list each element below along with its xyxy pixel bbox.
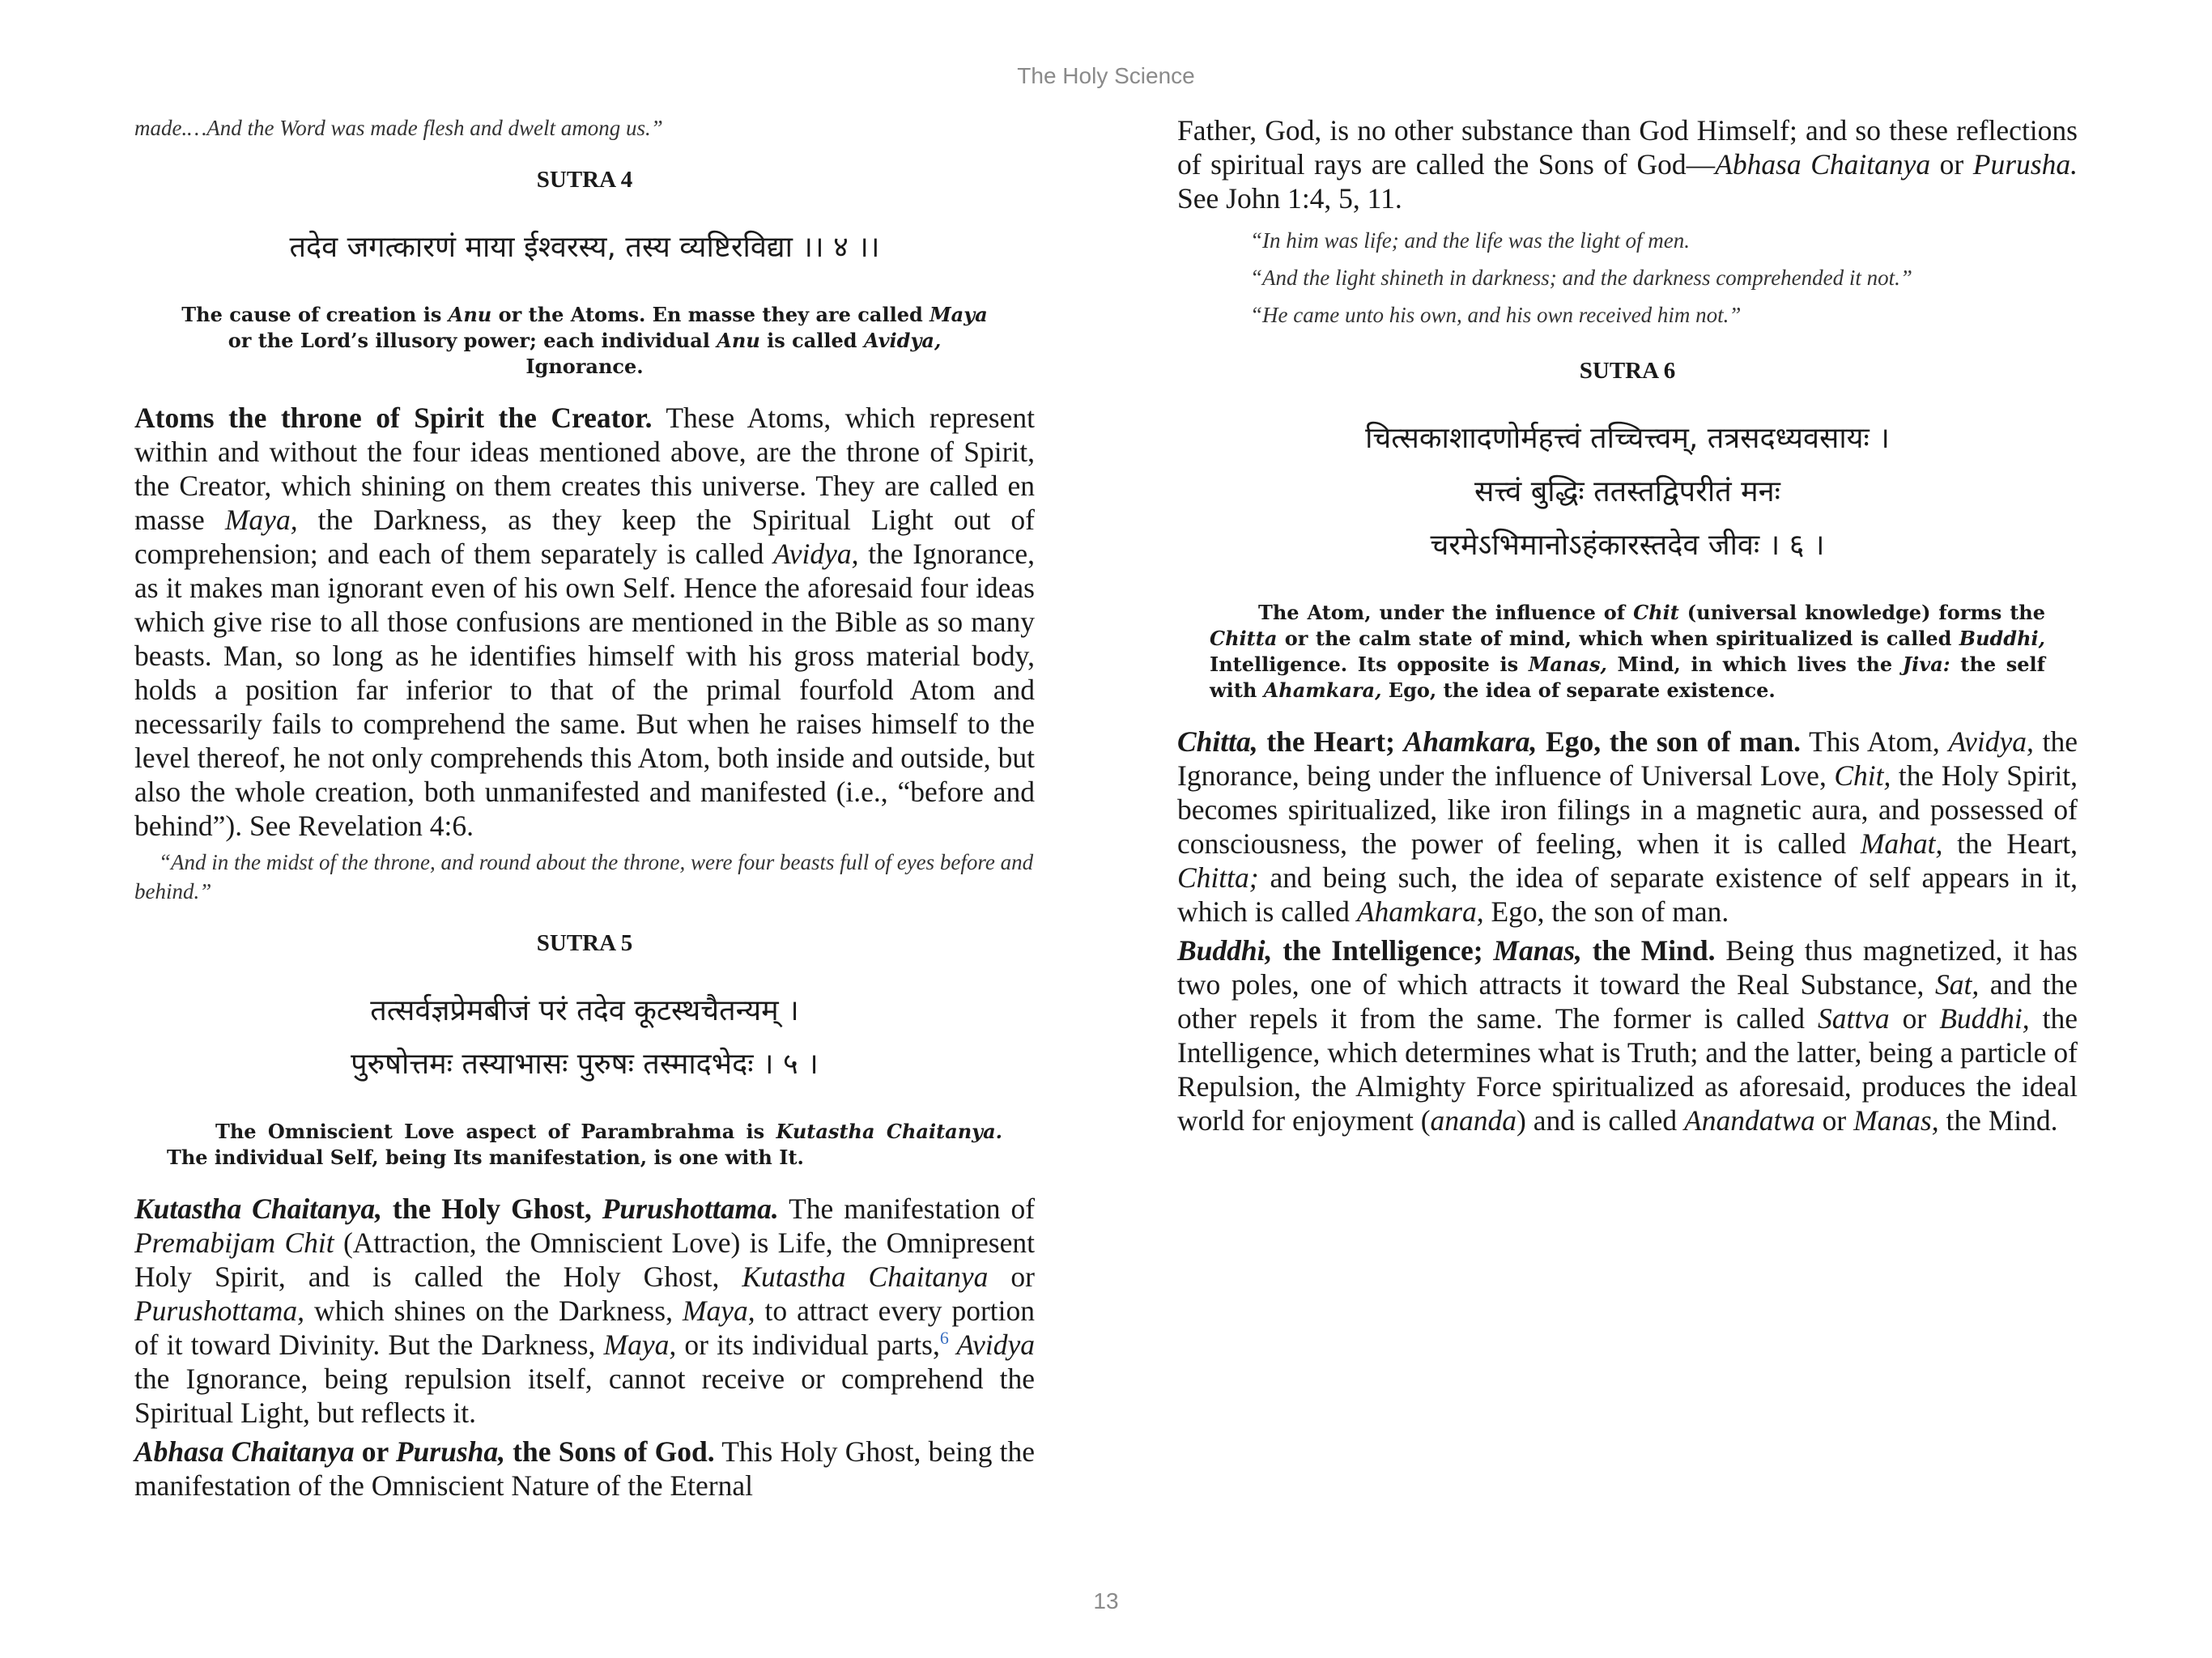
sutra-6-sanskrit-line-1: चित्सकाशादणोर्महत्त्वं तच्चित्त्वम्, तत्रसदध्यवसायः ।: [1365, 422, 1890, 455]
footnote-6-link[interactable]: 6: [939, 1328, 949, 1349]
sutra-5-summary: The Omniscient Love aspect of Parambrahma is Kutastha Chaitanya. The individual Self, being Its manifestation, is one with It.: [167, 1120, 1003, 1169]
sutra-4-summary: The cause of creation is Anu or the Atoms. En masse they are called Maya or the Lord’s illusory power; each individual Anu is called Avidya, Ignorance.: [181, 303, 988, 378]
paragraph-buddhi-manas: Buddhi, the Intelligence; Manas, the Mind. Being thus magnetized, it has two poles, one of which attracts it toward the Real Substance, Sat, and the other repels it from the same. The former is called Sattva or Buddhi, the Intelligence, which determines what is Truth; and the latter, being a particle of Repulsion, the Almighty Force spiritualized as aforesaid, produces the ideal world for enjoyment (ananda) and is called Anandatwa or Manas, the Mind.: [1177, 934, 2078, 1137]
quote-revelation: “And in the midst of the throne, and round about the throne, were four beasts full of eyes before and behind.”: [134, 850, 1034, 903]
paragraph-atoms-throne: Atoms the throne of Spirit the Creator. These Atoms, which represent within and without the four ideas mentioned above, are the throne of Spirit, the Creator, which shining on them creates this universe. They are called en masse Maya, the Darkness, as they keep the Spiritual Light out of comprehension; and each of them separately is called Avidya, the Ignorance, as it makes man ignorant even of his own Self. Hence the aforesaid four ideas which give rise to all those confusions are mentioned in the Bible as so many beasts. Man, so long as he identifies himself with his gross material body, holds a position far inferior to that of the primal fourfold Atom and necessarily fails to comprehend the same. But when he raises himself to the level thereof, he not only comprehends this Atom, both inside and outside, but also the whole creation, both unmanifested and manifested (i.e., “before and behind”). See Revelation 4:6.: [134, 402, 1035, 842]
quote-john-3: “He came unto his own, and his own received him not.”: [1250, 303, 1742, 327]
left-page-column: [134, 113, 1035, 1503]
sutra-6-summary: The Atom, under the influence of Chit (universal knowledge) forms the Chitta or the calm state of mind, which when spiritualized is called Buddhi, Intelligence. Its opposite is Manas, Mind, in which lives the Jiva: the self with Ahamkara, Ego, the idea of separate existence.: [1210, 601, 2045, 702]
book-title-header: The Holy Science: [1017, 63, 1195, 88]
quotes-john-block: [1177, 222, 2078, 334]
page-number: 13: [1093, 1588, 1119, 1613]
sutra-6-sanskrit-line-2: सत्त्वं बुद्धिः ततस्तद्विपरीतं मनः: [1474, 475, 1780, 508]
sutra-5-sanskrit-line-1: तत्सर्वज्ञप्रेमबीजं परं तदेव कूटस्थचैतन्यम् ।: [370, 994, 799, 1027]
sutra-6-sanskrit-line-3: चरमेऽभिमानोऽहंकारस्तदेव जीवः । ६ ।: [1430, 529, 1825, 562]
quote-john-2: “And the light shineth in darkness; and the darkness comprehended it not.”: [1250, 266, 1912, 290]
right-page-column: [1177, 113, 2078, 1137]
paragraph-sons-of-god-continued: Father, God, is no other substance than God Himself; and so these reflections of spiritual rays are called the Sons of God—Abhasa Chaitanya or Purusha. See John 1:4, 5, 11.: [1177, 114, 2078, 215]
sutra-6-title: SUTRA 6: [1579, 358, 1676, 384]
sutra-5-title: SUTRA 5: [536, 930, 633, 956]
sutra-4-title: SUTRA 4: [536, 167, 633, 193]
paragraph-chitta-heart: Chitta, the Heart; Ahamkara, Ego, the son of man. This Atom, Avidya, the Ignorance, being under the influence of Universal Love, Chit, the Holy Spirit, becomes spiritualized, like iron filings in a magnetic aura, and possessed of consciousness, the power of feeling, when it is called Mahat, the Heart, Chitta; and being such, the idea of separate existence of self appears in it, which is called Ahamkara, Ego, the son of man.: [1177, 725, 2078, 928]
sutra-5-sanskrit-line-2: पुरुषोत्तमः तस्याभासः पुरुषः तस्मादभेदः । ५ ।: [351, 1048, 819, 1081]
quote-john-1: “In him was life; and the life was the light of men.: [1250, 228, 1690, 253]
quote-john-continued: made.…And the Word was made flesh and dwelt among us.”: [134, 116, 663, 140]
paragraph-abhasa-chaitanya: Abhasa Chaitanya or Purusha, the Sons of God. This Holy Ghost, being the manifestation of the Omniscient Nature of the Eternal: [134, 1435, 1035, 1502]
sutra-4-sanskrit: तदेव जगत्कारणं माया ईश्वरस्य, तस्य व्यष्टिरविद्या ।। ४ ।।: [289, 231, 880, 264]
paragraph-kutastha-chaitanya: Kutastha Chaitanya, the Holy Ghost, Purushottama. The manifestation of Premabijam Chit (Attraction, the Omniscient Love) is Life, the Omnipresent Holy Spirit, and is called the Holy Ghost, Kutastha Chaitanya or Purushottama, which shines on the Darkness, Maya, to attract every portion of it toward Divinity. But the Darkness, Maya, or its individual parts,$^6$ Avidya the Ignorance, being repulsion itself, cannot receive or comprehend the Spiritual Light, but reflects it.: [134, 1192, 1036, 1429]
